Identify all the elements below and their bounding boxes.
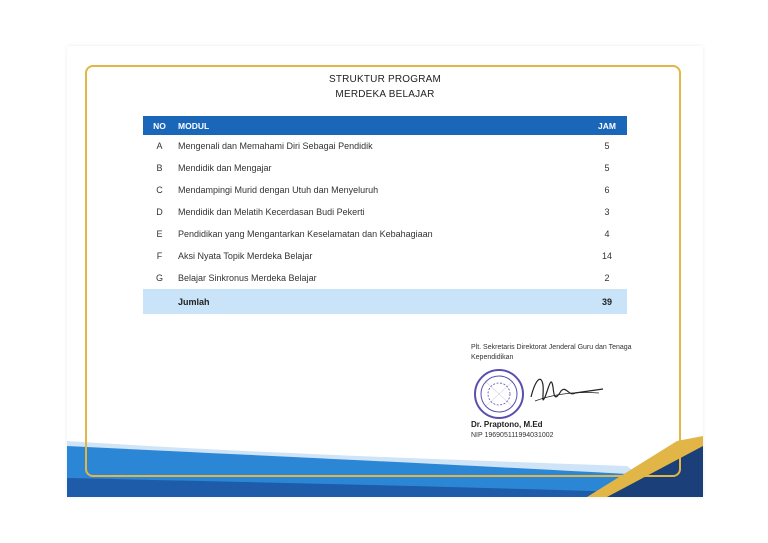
- row-no: E: [156, 229, 163, 239]
- table-header: [143, 116, 627, 135]
- official-stamp-signature: [471, 367, 611, 419]
- row-modul: Belajar Sinkronus Merdeka Belajar: [178, 273, 317, 283]
- table-row: [143, 267, 627, 289]
- table-row: [143, 223, 627, 245]
- signatory-name: Dr. Praptono, M.Ed: [471, 420, 543, 429]
- row-jam: 6: [604, 185, 610, 195]
- table-row: [143, 157, 627, 179]
- row-no: B: [156, 163, 163, 173]
- signatory-nip: NIP 196905111994031002: [471, 432, 554, 439]
- header-jam: JAM: [587, 116, 627, 135]
- row-jam: 5: [604, 163, 610, 173]
- signature-block: [471, 343, 671, 439]
- title-line-1: STRUKTUR PROGRAM: [328, 74, 442, 85]
- row-modul: Mendidik dan Melatih Kecerdasan Budi Pekerti: [178, 207, 365, 217]
- row-jam: 14: [601, 251, 612, 261]
- table-row: [143, 201, 627, 223]
- row-modul: Aksi Nyata Topik Merdeka Belajar: [178, 251, 313, 261]
- header-modul: MODUL: [176, 116, 587, 135]
- row-modul: Pendidikan yang Mengantarkan Keselamatan dan Kebahagiaan: [178, 229, 433, 239]
- row-jam: 4: [604, 229, 610, 239]
- table-row: [143, 179, 627, 201]
- row-modul: Mendidik dan Mengajar: [178, 163, 272, 173]
- row-jam: 5: [604, 141, 610, 151]
- row-modul: Mendampingi Murid dengan Utuh dan Menyeluruh: [178, 185, 379, 195]
- total-row: [143, 289, 627, 314]
- row-no: F: [156, 251, 163, 261]
- row-jam: 2: [604, 273, 610, 283]
- row-modul: Mengenali dan Memahami Diri Sebagai Pendidik: [178, 141, 373, 151]
- row-no: C: [156, 185, 163, 195]
- header-no: NO: [143, 116, 176, 135]
- signatory-role: Plt. Sekretaris Direktorat Jenderal Guru dan Tenaga Kependidikan: [471, 344, 632, 361]
- row-no: D: [156, 207, 163, 217]
- total-label: Jumlah: [176, 289, 587, 314]
- certificate-page: [67, 46, 703, 497]
- table-row: [143, 135, 627, 157]
- module-table: [143, 116, 627, 314]
- table-row: [143, 245, 627, 267]
- title-line-2: MERDEKA BELAJAR: [335, 89, 435, 100]
- total-value: 39: [587, 289, 627, 314]
- row-no: G: [155, 273, 163, 283]
- row-no: A: [156, 141, 163, 151]
- row-jam: 3: [604, 207, 610, 217]
- total-no: [143, 289, 176, 314]
